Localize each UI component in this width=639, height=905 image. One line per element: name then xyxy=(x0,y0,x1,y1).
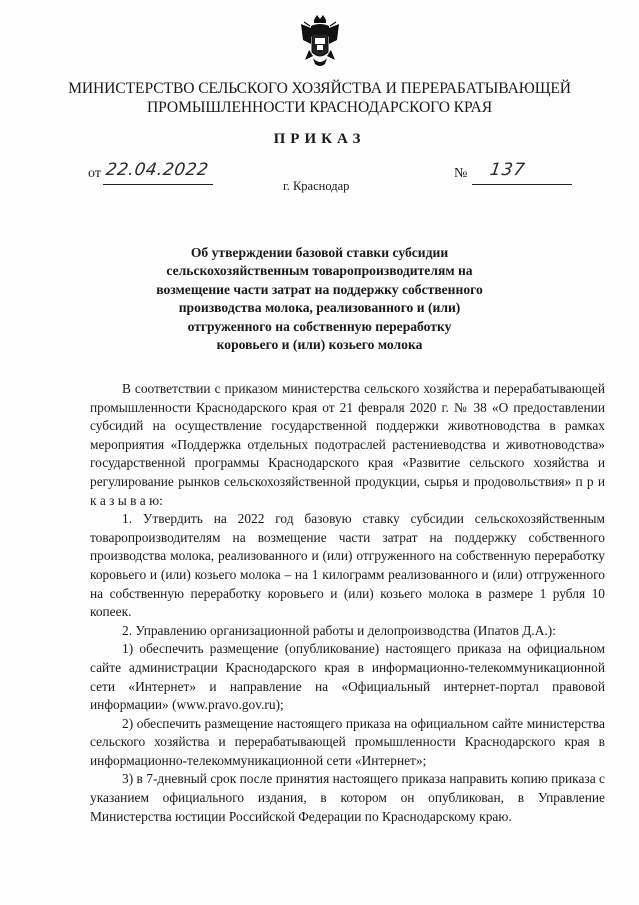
ministry-name xyxy=(40,79,599,117)
clause-1-paragraph: 1. Утвердить на 2022 год базовую ставку субсидии сельскохозяйственным товаропроизводителям на возмещение части затрат на поддержку собственного производства молока, реализованного и (или) отгруженного на собственную переработку коровьего и (или) козьего молока – на 1 килограмм реализованного и (или) отгруженного на собственную переработку коровьего и (или) козьего молока в размере 1 рубля 10 копеек. xyxy=(90,511,605,620)
preamble-paragraph: В соответствии с приказом министерства сельского хозяйства и перерабатывающей промышленности Краснодарского края от 21 февраля 2020 г. № 38 «О предоставлении субсидий на осуществление государственной поддержки животноводства в рамках мероприятия «Поддержка отдельных подотраслей растениеводства и животноводства» государственной программы Краснодарского края «Развитие сельского хозяйства и регулирование рынков сельскохозяйственной продукции, сырья и продовольствия» п р и к а з ы в а ю: xyxy=(90,381,605,508)
clause-2-item-1: 1) обеспечить размещение (опубликование) настоящего приказа на официальном сайте администрации Краснодарского края в информационно-телекоммуникационной сети «Интернет» и направление на «Официальный интернет-портал правовой информации» (www.pravo.gov.ru); xyxy=(90,641,605,713)
clause-2-paragraph: 2. Управлению организационной работы и делопроизводства (Ипатов Д.А.): xyxy=(122,622,556,638)
date-prefix: от xyxy=(88,166,101,181)
order-body xyxy=(90,380,605,826)
order-title-line: возмещение части затрат на поддержку собственного xyxy=(156,281,483,297)
order-title-line: производства молока, реализованного и (или) xyxy=(178,300,461,316)
clause-2-item-3: 3) в 7-дневный срок после принятия настоящего приказа направить копию приказа с указанием официального издания, в котором он опубликован, в Управление Министерства юстиции Российской Федерации по Краснодарскому краю. xyxy=(90,771,605,824)
order-details-row xyxy=(0,160,639,200)
ministry-name-line2: ПРОМЫШЛЕННОСТИ КРАСНОДАРСКОГО КРАЯ xyxy=(146,99,492,116)
order-number: 137 xyxy=(488,160,527,180)
order-title-line: сельскохозяйственным товаропроизводителям на xyxy=(166,263,473,279)
order-heading: ПРИКАЗ xyxy=(273,131,366,147)
number-prefix: № xyxy=(454,166,468,181)
coat-of-arms-icon xyxy=(299,14,341,68)
number-underline xyxy=(472,184,572,185)
clause-2-item-2: 2) обеспечить размещение настоящего приказа на официальном сайте министерства сельского хозяйства и перерабатывающей промышленности Краснодарского края в информационно-телекоммуникационной сети «Интернет»; xyxy=(90,715,605,768)
order-city: г. Краснодар xyxy=(283,179,350,193)
order-title-line: Об утверждении базовой ставки субсидии xyxy=(190,245,449,260)
order-date: 22.04.2022 xyxy=(104,160,210,180)
ministry-name-line1: МИНИСТЕРСТВО СЕЛЬСКОГО ХОЗЯЙСТВА И ПЕРЕРАБАТЫВАЮЩЕЙ xyxy=(68,80,571,97)
date-underline xyxy=(103,184,213,185)
order-title-line: коровьего и (или) козьего молока xyxy=(216,337,423,353)
order-title xyxy=(80,244,559,354)
order-title-line: отгруженного на собственную переработку xyxy=(187,318,452,334)
